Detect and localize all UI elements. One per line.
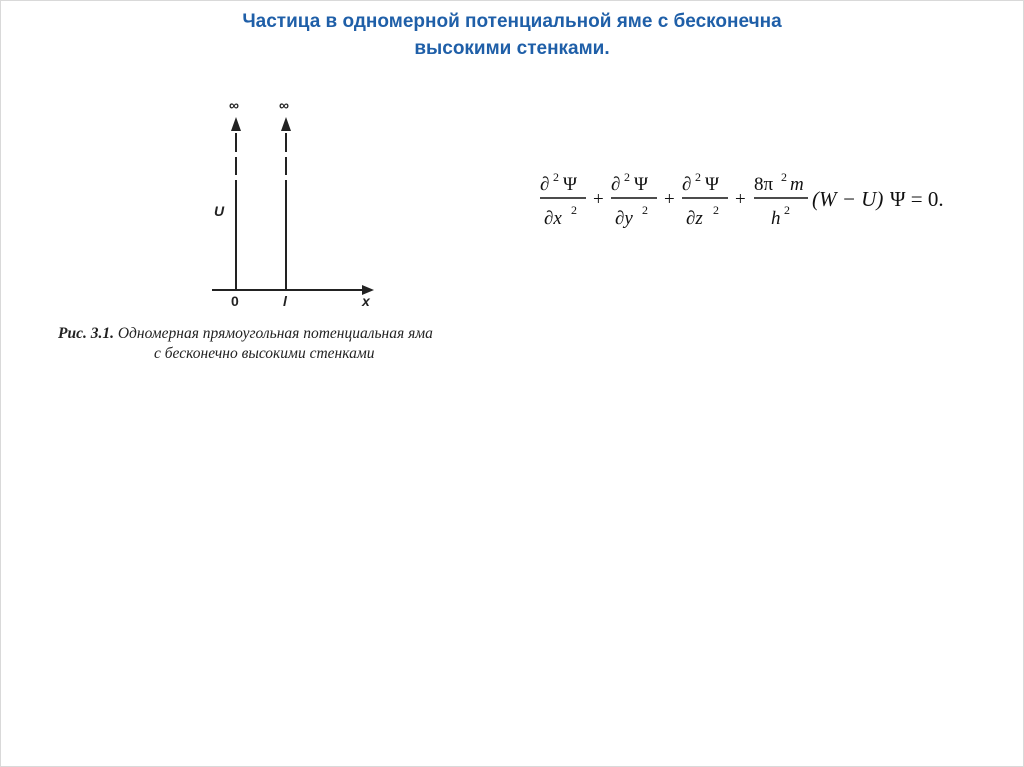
schrodinger-equation [538, 168, 978, 238]
potential-well-figure [190, 95, 400, 320]
term3-num-exp: 2 [695, 170, 701, 184]
origin-label: 0 [231, 293, 239, 309]
slide-title [0, 8, 1024, 62]
term2-den-exp: 2 [642, 203, 648, 217]
plus-2: + [664, 189, 675, 210]
title-line-2: высокими стенками. [414, 38, 610, 59]
caption-number: Рис. 3.1. [58, 325, 114, 342]
equation-tail: Ψ = 0. [890, 187, 944, 211]
right-wall-arrowhead [281, 117, 291, 131]
term1-num-exp: 2 [553, 170, 559, 184]
term2-num-partial: ∂ [611, 174, 621, 195]
figure-caption [58, 324, 538, 364]
term4-den-exp: 2 [784, 203, 790, 217]
caption-line-1: Одномерная прямоугольная потенциальная яма [117, 325, 433, 342]
term2-num-exp: 2 [624, 170, 630, 184]
term3-den-dz: ∂z [686, 208, 703, 229]
term1-num-partial: ∂ [540, 174, 550, 195]
term4-num-m: m [790, 174, 804, 195]
term3-num-partial: ∂ [682, 174, 692, 195]
w-minus-u-term: (W − U) [812, 187, 884, 211]
infinity-left-label: ∞ [229, 97, 239, 113]
title-line-1: Частица в одномерной потенциальной яме с бесконечна [242, 11, 782, 32]
u-axis-label: U [214, 203, 225, 219]
term3-den-exp: 2 [713, 203, 719, 217]
term3-num-psi: Ψ [705, 174, 720, 195]
infinity-right-label: ∞ [279, 97, 289, 113]
term2-den-dy: ∂y [615, 208, 633, 229]
term1-den-exp: 2 [571, 203, 577, 217]
term2-num-psi: Ψ [634, 174, 649, 195]
plus-3: + [735, 189, 746, 210]
plus-1: + [593, 189, 604, 210]
well-width-label: l [283, 293, 287, 309]
x-axis-label: x [362, 293, 370, 309]
equation-svg [538, 168, 978, 238]
term1-num-psi: Ψ [563, 174, 578, 195]
left-wall-arrowhead [231, 117, 241, 131]
term4-num-exp: 2 [781, 170, 787, 184]
term1-den-dx: ∂x [544, 208, 562, 229]
caption-line-2: с бесконечно высокими стенками [154, 345, 375, 362]
term4-den-h: h [771, 208, 781, 229]
term4-num-coef: 8π [754, 174, 774, 195]
